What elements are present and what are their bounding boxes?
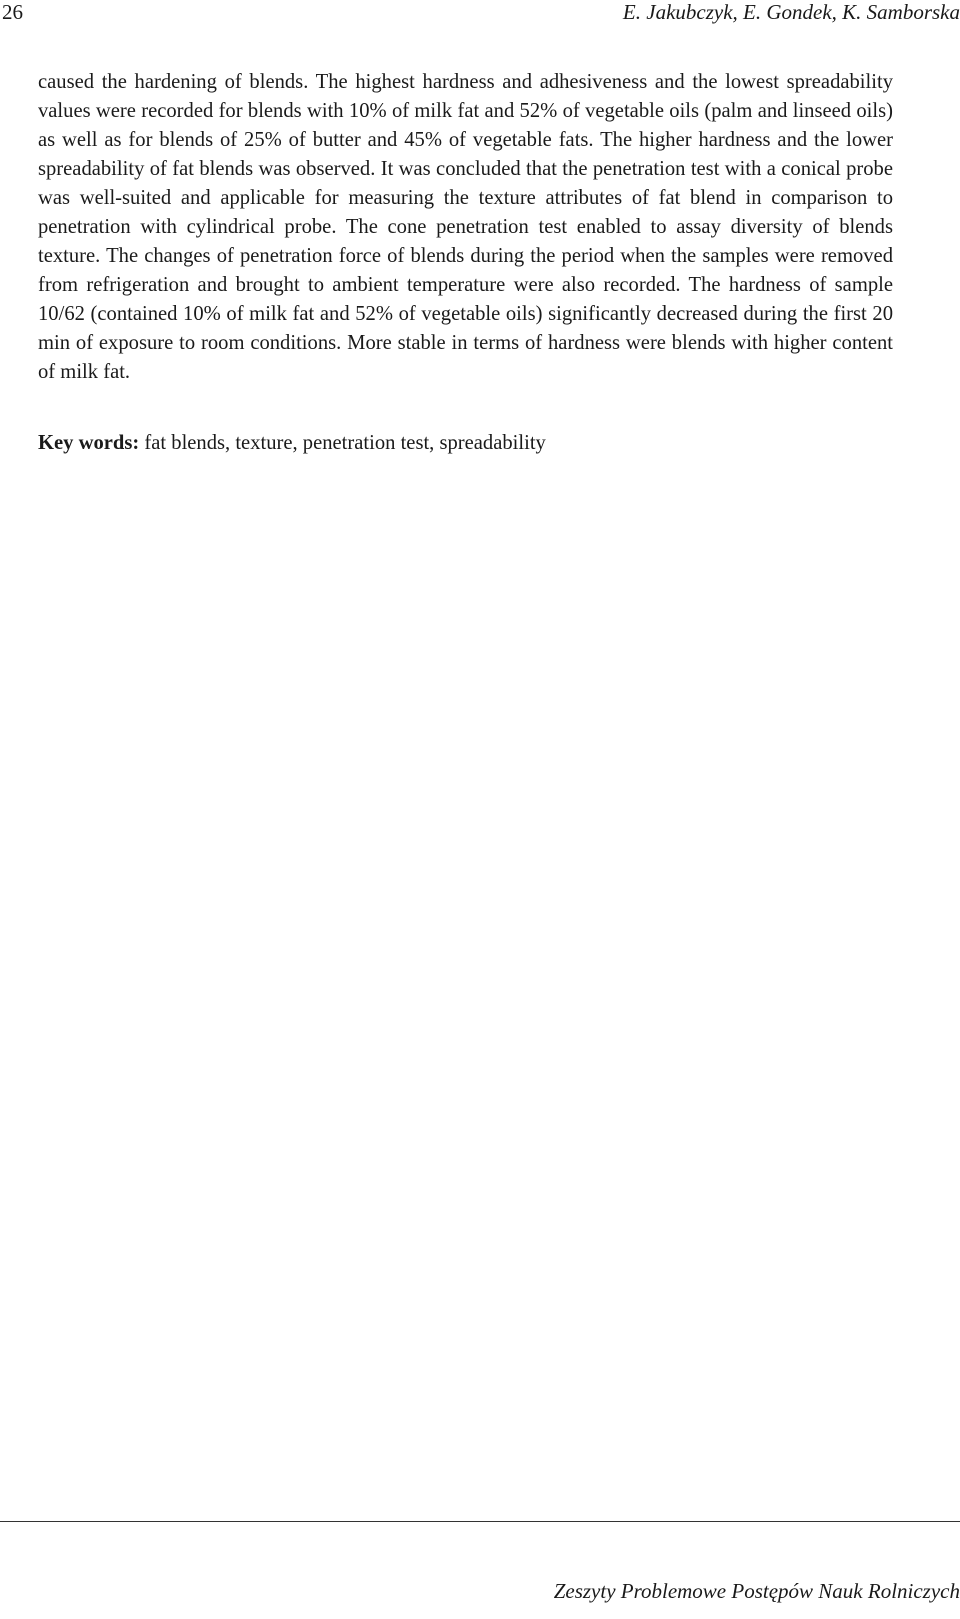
footer-divider (0, 1521, 960, 1522)
keywords-text: fat blends, texture, penetration test, spreadability (139, 432, 546, 454)
running-head-authors: E. Jakubczyk, E. Gondek, K. Samborska (622, 0, 960, 24)
keywords-label: Key words: (38, 432, 140, 454)
keywords-line (38, 429, 893, 458)
journal-title: Zeszyty Problemowe Postępów Nauk Rolniczych (553, 1579, 960, 1603)
abstract-paragraph: caused the hardening of blends. The highest hardness and adhesiveness and the lowest spreadability values were recorded for blends with 10% of milk fat and 52% of vegetable oils (palm and linseed oils) as well as for blends of 25% of butter and 45% of vegetable fats. The higher hardness and the lower spreadability of fat blends was observed. It was concluded that the penetration test with a conical probe was well-suited and applicable for measuring the texture attributes of fat blend in comparison to penetration with cylindrical probe. The cone penetration test enabled to assay diversity of blends texture. The changes of penetration force of blends during the period when the samples were removed from refrigeration and brought to ambient temperature were also recorded. The hardness of sample 10/62 (contained 10% of milk fat and 52% of vegetable oils) significantly decreased during the first 20 min of exposure to room conditions. More stable in terms of hardness were blends with higher content of milk fat. (38, 71, 893, 383)
page-number: 26 (2, 0, 23, 24)
